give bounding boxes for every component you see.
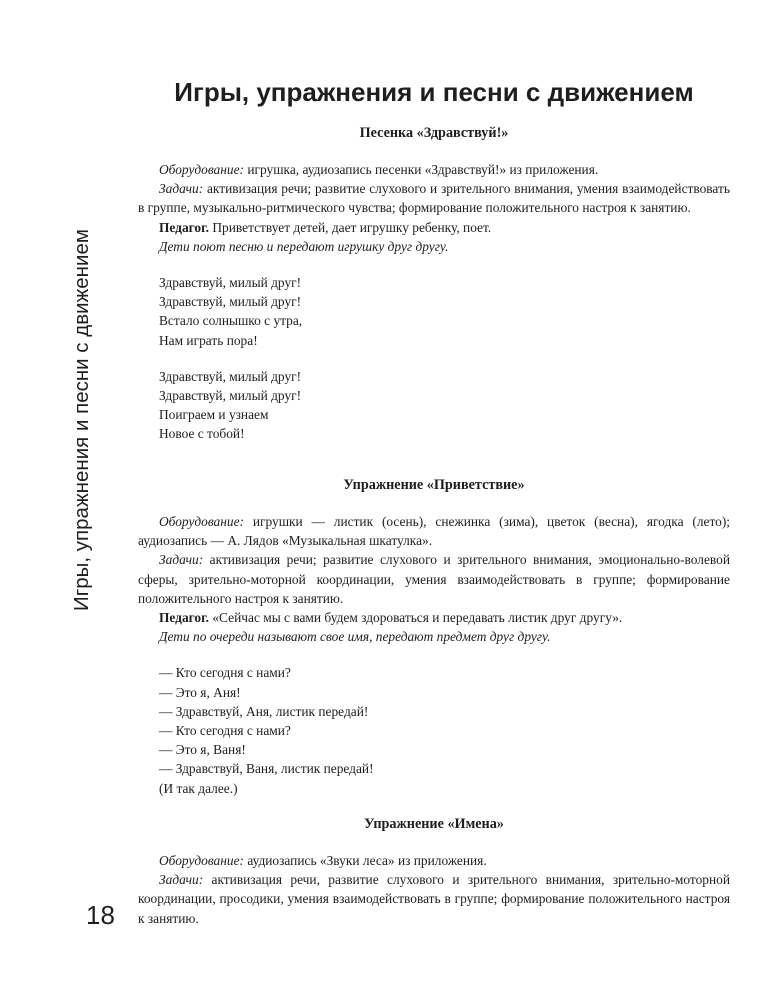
song-stanza-2 [159,367,730,444]
equipment-paragraph [138,160,730,179]
instruction-text: Дети поют песню и передают игрушку друг другу. [159,238,449,254]
section-title: Песенка «Здравствуй!» [359,125,509,141]
dialogue-lines [159,663,730,797]
equipment-text: игрушки — листик (осень), снежинка (зима), цветок (весна), ягодка (лето); аудиозапись — А. Лядов «Музыкальная шкатулка». [138,514,730,549]
verse-line: Здравствуй, милый друг! [159,388,302,404]
verse-line: Новое с тобой! [159,426,245,442]
teacher-text: Приветствует детей, дает игрушку ребенку, поет. [209,219,492,235]
teacher-label: Педагог. [159,610,210,626]
teacher-label: Педагог. [159,219,210,235]
song-stanza-1 [159,273,730,350]
tasks-label: Задачи: [159,181,204,197]
dialogue-line: — Кто сегодня с нами? [159,723,291,739]
dialogue-line: — Здравствуй, Ваня, листик передай! [159,761,374,777]
closing-note: (И так далее.) [159,780,238,796]
equipment-label: Оборудование: [159,514,244,529]
teacher-text: «Сейчас мы с вами будем здороваться и передавать листик друг другу». [209,610,623,626]
tasks-text: активизация речи; развитие слухового и зрительного внимания, эмоционально-волевой сферы, зрительно-моторной координации, умения взаимодействовать в группе; формирование положительного настроя к занятию. [138,552,730,606]
tasks-paragraph [138,550,730,608]
dialogue-line: — Это я, Аня! [159,684,241,700]
tasks-text: активизация речи, развитие слухового и зрительного внимания, зрительно-моторной координации, просодики, умения взаимодействовать в группе; формирование положительного настроя к занятию. [138,872,730,926]
equipment-text: игрушка, аудиозапись песенки «Здравствуй!» из приложения. [243,162,599,177]
tasks-paragraph [138,870,730,928]
tasks-paragraph [138,179,730,217]
section-song-hello [138,124,730,444]
page-title: Игры, упражнения и песни с движением [174,77,694,107]
section-title: Упражнение «Приветствие» [343,477,525,493]
verse-line: Встало солнышко с утра, [159,313,303,329]
section-exercise-names [138,815,730,928]
teacher-paragraph [138,218,730,237]
dialogue-line: — Здравствуй, Аня, листик передай! [159,703,369,719]
tasks-label: Задачи: [159,552,204,568]
section-title: Упражнение «Имена» [364,816,504,832]
verse-line: Здравствуй, милый друг! [159,275,302,291]
teacher-paragraph [138,608,730,627]
section-exercise-greeting [138,476,730,798]
dialogue-line: — Кто сегодня с нами? [159,665,291,681]
tasks-text: активизация речи; развитие слухового и зрительного внимания, умения взаимодействовать в группе, музыкально-ритмического чувства; формирование положительного настроя к занятию. [138,181,730,216]
verse-line: Здравствуй, милый друг! [159,294,302,310]
page-number: 18 [86,900,115,930]
equipment-label: Оборудование: [159,162,244,177]
equipment-text: аудиозапись «Звуки леса» из приложения. [243,853,487,868]
dialogue-line: — Это я, Ваня! [159,742,246,758]
verse-line: Нам играть пора! [159,332,258,348]
instruction-text: Дети по очереди называют свое имя, передают предмет друг другу. [159,629,551,645]
equipment-paragraph [138,512,730,550]
verse-line: Поиграем и узнаем [159,407,269,423]
equipment-paragraph [138,851,730,870]
verse-line: Здравствуй, милый друг! [159,368,302,384]
tasks-label: Задачи: [159,872,204,888]
side-running-title: Игры, упражнения и песни с движением [70,229,93,611]
equipment-label: Оборудование: [159,853,244,868]
